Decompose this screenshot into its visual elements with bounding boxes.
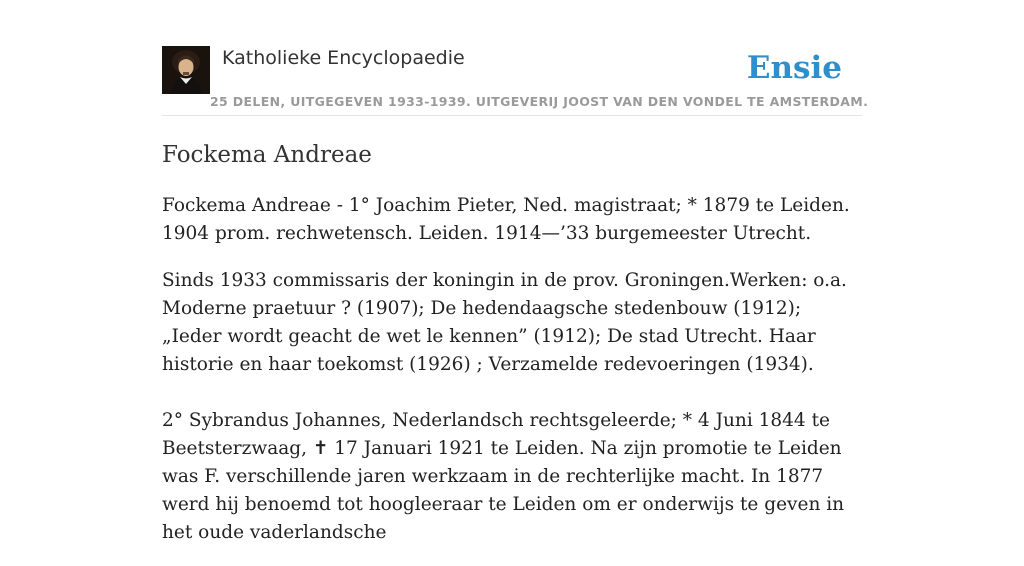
ensie-logo-link[interactable]: Ensie	[746, 50, 842, 86]
article-content	[162, 140, 862, 566]
article-title: Fockema Andreae	[162, 142, 372, 168]
source-title[interactable]: Katholieke Encyclopaedie	[222, 47, 465, 69]
source-subtitle: 25 DELEN, UITGEGEVEN 1933-1939. UITGEVERIJ JOOST VAN DEN VONDEL TE AMSTERDAM.	[210, 94, 869, 109]
site-header	[162, 46, 869, 116]
article-paragraph-2: Sinds 1933 commissaris der koningin in de prov. Groningen.Werken: o.a. Moderne praetuur ? (1907); De hedendaagsche stedenbouw (1912); „Ieder wordt geacht de wet le kennen” (1912); De stad Utrecht. Haar historie en haar toekomst (1926) ; Verzamelde redevoeringen (1934).	[162, 270, 847, 375]
article-paragraph-3: 2° Sybrandus Johannes, Nederlandsch rechtsgeleerde; * 4 Juni 1844 te Beetsterzwaag, ✝ 17 Januari 1921 te Leiden. Na zijn promotie te Leiden was F. verschillende jaren werkzaam in de rechterlijke macht. In 1877 werd hij benoemd tot hoogleeraar te Leiden om er onderwijs te geven in het oude vaderlandsche	[162, 410, 845, 543]
portrait-avatar-icon[interactable]	[162, 46, 210, 94]
article-paragraph-1: Fockema Andreae - 1° Joachim Pieter, Ned. magistraat; * 1879 te Leiden. 1904 prom. rechwetensch. Leiden. 1914—’33 burgemeester Utrecht.	[162, 195, 850, 244]
